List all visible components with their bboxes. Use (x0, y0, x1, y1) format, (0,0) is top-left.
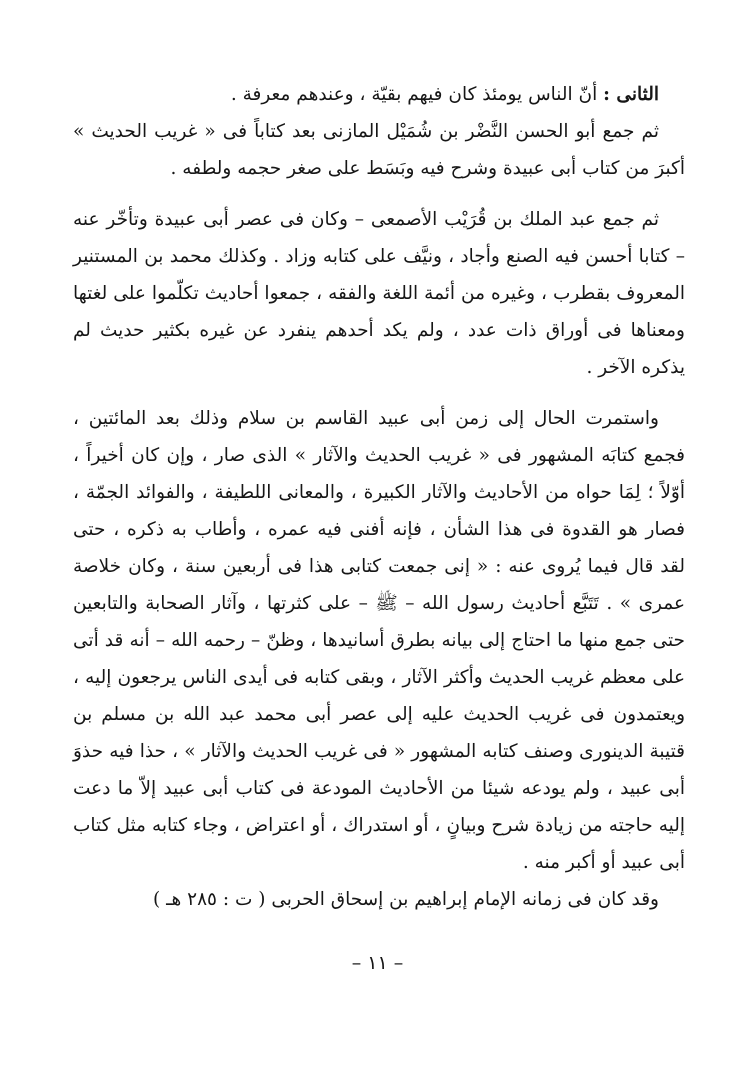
paragraph-4: واستمرت الحال إلى زمن أبى عبيد القاسم بن سلام وذلك بعد المائتين ، فجمع كتابَه المشهور فى « غريب الحديث والآثار » الذى صار ، وإن كان أخيراً ، أوّلاً ؛ لِمَا حواه من الأحاديث والآثار الكبيرة ، والمعانى اللطيفة ، والفوائد الجمّة ، فصار هو القدوة فى هذا الشأن ، فإنه أفنى فيه عمره ، وأطاب به ذكره ، حتى لقد قال فيما يُروى عنه : « إنى جمعت كتابى هذا فى أربعين سنة ، وكان خلاصة عمرى » . تَتَبَّع أحاديث رسول الله – ﷺ – على كثرتها ، وآثار الصحابة والتابعين حتى جمع منها ما احتاج إلى بيانه بطرق أسانيدها ، وظنّ – رحمه الله – أنه قد أتى على معظم غريب الحديث وأكثر الآثار ، وبقى كتابه فى أيدى الناس يرجعون إليه ، ويعتمدون فى غريب الحديث عليه إلى عصر أبى محمد عبد الله بن مسلم بن قتيبة الدينورى وصنف كتابه المشهور « فى غريب الحديث والآثار » ، حذا فيه حذوَ أبى عبيد ، ولم يودعه شيئا من الأحاديث المودعة فى كتاب أبى عبيد إلاّ ما دعت إليه حاجته من زيادة شرح وبيانٍ ، أو استدراك ، أو اعتراض ، وجاء كتابه مثل كتاب أبى عبيد أو أكبر منه . (73, 408, 685, 873)
paragraph-5: وقد كان فى زمانه الإمام إبراهيم بن إسحاق الحربى ( ت : ٢٨٥ هـ ) (152, 889, 659, 910)
paragraph-1 (73, 76, 685, 113)
paragraph-2: ثم جمع أبو الحسن النَّضْر بن شُمَيْل المازنى بعد كتاباً فى « غريب الحديث » أكبرَ من كتاب أبى عبيدة وشرح فيه وبَسَط على صغر حجمه ولطفه . (73, 121, 685, 179)
paragraph-3: ثم جمع عبد الملك بن قُرَيْب الأصمعى – وكان فى عصر أبى عبيدة وتأخّر عنه – كتابا أحسن فيه الصنع وأجاد ، ونيَّف على كتابه وزاد . وكذلك محمد بن المستنير المعروف بقطرب ، وغيره من أئمة اللغة والفقه ، جمعوا أحاديث تكلّموا على لغتها ومعناها فى أوراق ذات عدد ، ولم يكد أحدهم ينفرد عن غيره بكثير حديث لم يذكره الآخر . (73, 209, 685, 378)
page-number: – ١١ – (351, 952, 404, 974)
body-text (73, 76, 685, 918)
paragraph-lead-label: الثانى : (603, 84, 659, 105)
paragraph-1-text: أنّ الناس يومئذ كان فيهم بقيّة ، وعندهم معرفة . (230, 84, 598, 105)
